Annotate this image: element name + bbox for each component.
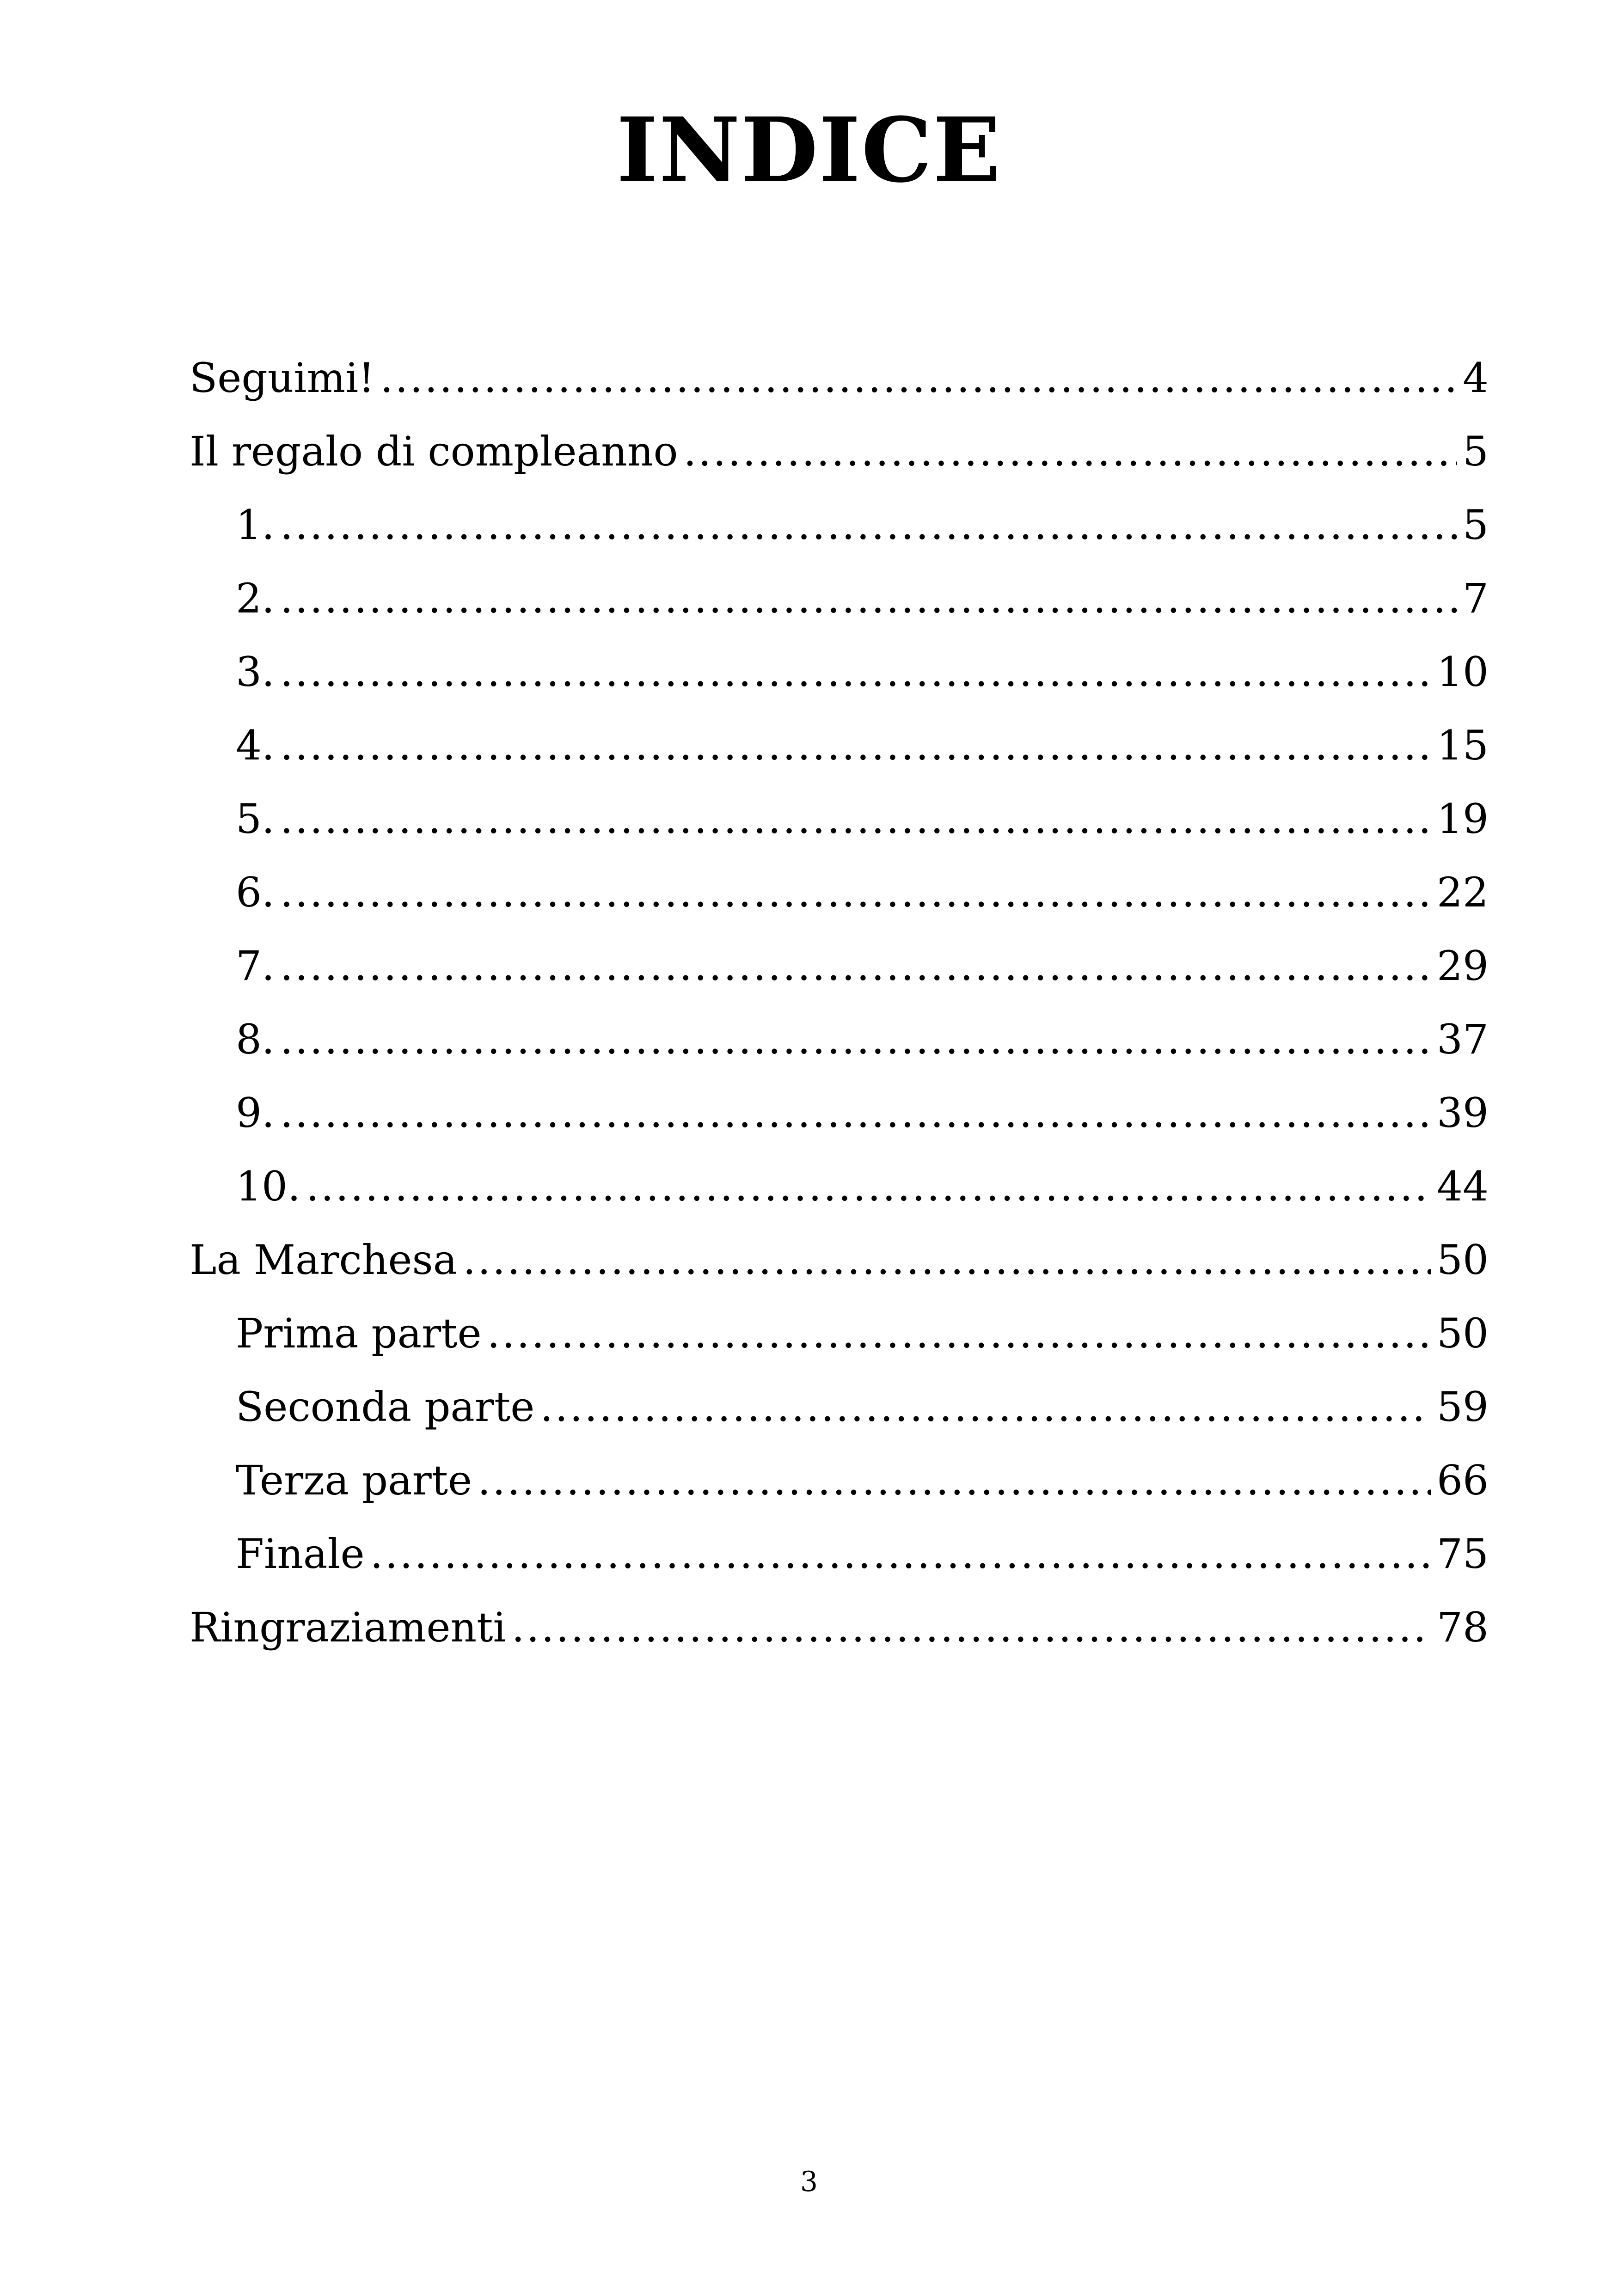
toc-entry-label: Ringraziamenti [190, 1604, 506, 1651]
toc-entry-finale[interactable] [190, 1517, 1489, 1591]
toc-entry-label: Seconda parte [236, 1383, 535, 1431]
toc-entry-chapter-3[interactable] [190, 635, 1489, 709]
toc-entry-page: 50 [1437, 1236, 1489, 1284]
toc-entry-page: 59 [1437, 1383, 1489, 1431]
dot-leader [683, 415, 1457, 488]
toc-entry-page: 15 [1437, 722, 1489, 769]
toc-entry-seguimi[interactable] [190, 341, 1489, 415]
page-title: INDICE [616, 98, 1002, 202]
dot-leader [280, 562, 1457, 635]
toc-entry-label: 3. [236, 648, 275, 696]
dot-leader [463, 1223, 1431, 1297]
toc-entry-label: Finale [236, 1530, 365, 1578]
toc-entry-la-marchesa[interactable] [190, 1223, 1489, 1297]
toc-entry-label: 6. [236, 869, 275, 916]
toc-entry-label: 1. [236, 501, 275, 549]
toc-entry-chapter-9[interactable] [190, 1076, 1489, 1150]
toc-entry-chapter-5[interactable] [190, 782, 1489, 856]
toc-entry-label: 4. [236, 722, 275, 769]
toc-entry-label: Prima parte [236, 1310, 482, 1357]
toc-entry-chapter-1[interactable] [190, 488, 1489, 562]
dot-leader [380, 341, 1457, 415]
page-number: 3 [800, 2166, 818, 2198]
toc-entry-label: Seguimi! [190, 354, 375, 402]
dot-leader [280, 709, 1431, 782]
toc-entry-label: 5. [236, 795, 275, 843]
toc-entry-il-regalo-di-compleanno[interactable] [190, 415, 1489, 488]
dot-leader [487, 1297, 1431, 1370]
toc-entry-page: 4 [1463, 354, 1489, 402]
toc-entry-prima-parte[interactable] [190, 1297, 1489, 1370]
dot-leader [370, 1517, 1431, 1591]
toc-entry-label: 9. [236, 1089, 275, 1137]
toc-entry-page: 39 [1437, 1089, 1489, 1137]
toc-entry-page: 78 [1437, 1604, 1489, 1651]
toc-entry-page: 5 [1463, 501, 1489, 549]
dot-leader [540, 1370, 1431, 1444]
toc-entry-page: 5 [1463, 428, 1489, 475]
toc-entry-label: La Marchesa [190, 1236, 458, 1284]
toc-entry-label: 2. [236, 575, 275, 622]
toc-entry-label: Terza parte [236, 1457, 472, 1504]
toc-entry-page: 75 [1437, 1530, 1489, 1578]
dot-leader [280, 1003, 1431, 1076]
table-of-contents [190, 341, 1489, 1664]
dot-leader [512, 1591, 1431, 1664]
dot-leader [280, 635, 1431, 709]
dot-leader [280, 1076, 1431, 1150]
toc-entry-label: 7. [236, 942, 275, 990]
toc-entry-chapter-4[interactable] [190, 709, 1489, 782]
toc-entry-seconda-parte[interactable] [190, 1370, 1489, 1444]
dot-leader [280, 782, 1431, 856]
toc-entry-page: 44 [1437, 1163, 1489, 1210]
toc-entry-page: 37 [1437, 1016, 1489, 1063]
toc-entry-chapter-8[interactable] [190, 1003, 1489, 1076]
toc-entry-label: 10. [236, 1163, 300, 1210]
toc-entry-page: 66 [1437, 1457, 1489, 1504]
toc-entry-label: 8. [236, 1016, 275, 1063]
toc-entry-page: 50 [1437, 1310, 1489, 1357]
toc-entry-label: Il regalo di compleanno [190, 428, 678, 475]
toc-entry-ringraziamenti[interactable] [190, 1591, 1489, 1664]
toc-entry-page: 10 [1437, 648, 1489, 696]
toc-entry-chapter-10[interactable] [190, 1150, 1489, 1223]
toc-entry-page: 19 [1437, 795, 1489, 843]
dot-leader [306, 1150, 1431, 1223]
dot-leader [280, 856, 1431, 929]
toc-entry-chapter-2[interactable] [190, 562, 1489, 635]
dot-leader [280, 488, 1457, 562]
toc-entry-page: 22 [1437, 869, 1489, 916]
toc-entry-page: 29 [1437, 942, 1489, 990]
toc-entry-chapter-7[interactable] [190, 929, 1489, 1003]
dot-leader [280, 929, 1431, 1003]
toc-entry-chapter-6[interactable] [190, 856, 1489, 929]
toc-entry-terza-parte[interactable] [190, 1444, 1489, 1517]
toc-entry-page: 7 [1463, 575, 1489, 622]
dot-leader [478, 1444, 1431, 1517]
